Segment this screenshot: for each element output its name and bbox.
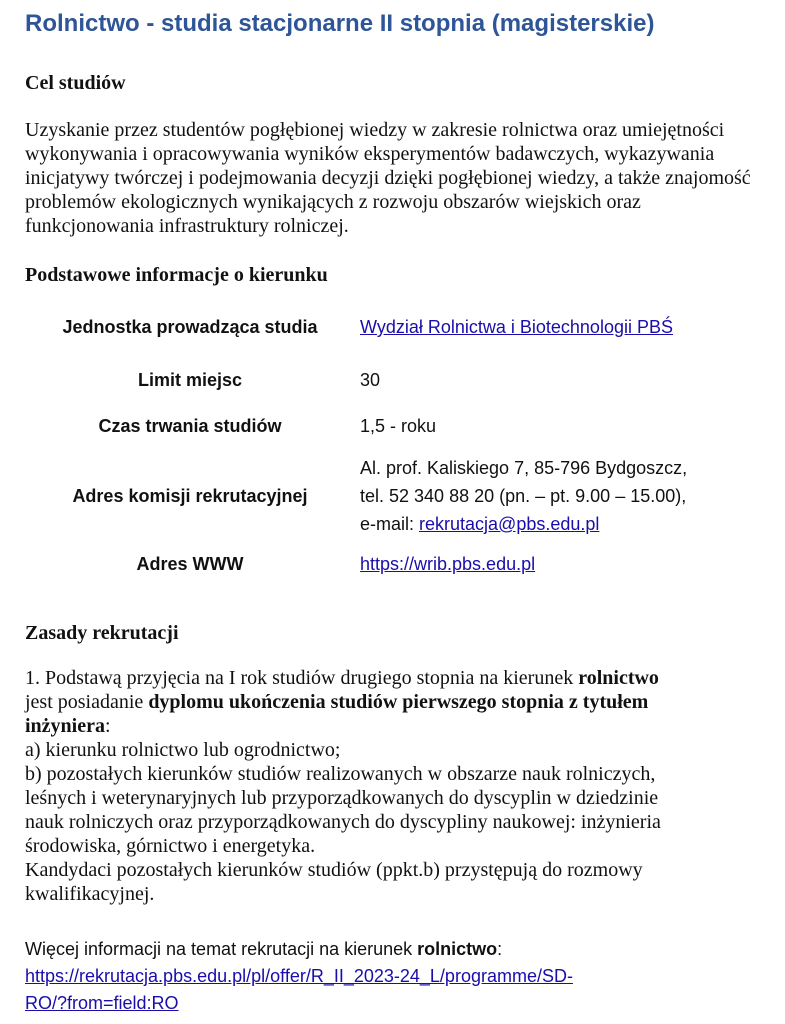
info-row xyxy=(25,312,765,342)
info-value xyxy=(355,366,380,394)
more-info-lead: Więcej informacji na temat rekrutacji na kierunek xyxy=(25,939,418,959)
info-value-line xyxy=(360,454,687,482)
more-info xyxy=(25,936,765,1017)
info-value xyxy=(355,412,436,440)
rules-text-run: środowiska, górnictwo i energetyka. xyxy=(25,835,316,857)
rules-line xyxy=(25,762,755,786)
more-info-bold: rolnictwo xyxy=(417,939,498,959)
rules-text-run: Kandydaci pozostałych kierunków studiów (ppkt.b) przystępują do rozmowy xyxy=(25,859,643,881)
info-value-text: Al. prof. Kaliskiego 7, 85-796 Bydgoszcz, xyxy=(360,458,688,478)
rules-text-run: nauk rolniczych oraz przyporządkowanych do dyscypliny naukowej: inżynieria xyxy=(25,811,661,833)
info-link[interactable]: Wydział Rolnictwa i Biotechnologii PBŚ xyxy=(360,317,673,337)
rules-bold-text: dyplomu ukończenia studiów pierwszego stopnia z tytułem xyxy=(148,691,649,713)
rules-text-run: : xyxy=(105,715,111,737)
info-link[interactable]: rekrutacja@pbs.edu.pl xyxy=(419,514,600,534)
rules-text-run: leśnych i weterynaryjnych lub przyporządkowanych do dyscyplin w dziedzinie xyxy=(25,787,659,809)
info-row xyxy=(25,451,765,541)
rules-line xyxy=(25,858,755,882)
info-value xyxy=(355,550,535,578)
rules-text-run: 1. Podstawą przyjęcia na I rok studiów drugiego stopnia na kierunek xyxy=(25,667,579,689)
rules-text-run: kwalifikacyjnej. xyxy=(25,883,155,905)
info-label: Jednostka prowadząca studia xyxy=(62,316,318,337)
info-value-line xyxy=(360,313,673,341)
info-value-text: e-mail: xyxy=(360,514,420,534)
info-row xyxy=(25,357,765,403)
rules-line xyxy=(25,882,755,906)
info-value-text: tel. 52 340 88 20 (pn. – pt. 9.00 – 15.00), xyxy=(360,486,687,506)
info-value-text: 1,5 - roku xyxy=(360,416,437,436)
rules-text-run: a) kierunku rolnictwo lub ogrodnictwo; xyxy=(25,739,341,761)
rules-line xyxy=(25,666,755,690)
info-value-line xyxy=(360,550,535,578)
rules-line xyxy=(25,690,755,714)
more-info-url-line-2 xyxy=(25,990,765,1017)
rules-text-run: jest posiadanie xyxy=(25,691,149,713)
rules-line xyxy=(25,714,755,738)
rules-line xyxy=(25,810,755,834)
rules-text-run: b) pozostałych kierunków studiów realizowanych w obszarze nauk rolniczych, xyxy=(25,763,656,785)
info-label: Adres komisji rekrutacyjnej xyxy=(72,485,308,506)
rules-line xyxy=(25,834,755,858)
rules-line xyxy=(25,786,755,810)
info-value-line xyxy=(360,412,436,440)
more-info-colon: : xyxy=(497,939,503,959)
more-info-url-line-1 xyxy=(25,963,765,990)
info-row xyxy=(25,541,765,587)
info-value xyxy=(355,313,673,341)
goal-heading: Cel studiów xyxy=(25,72,126,94)
page xyxy=(25,0,765,1013)
info-label: Limit miejsc xyxy=(137,369,243,390)
info-value-line xyxy=(360,510,687,538)
info-link[interactable]: https://wrib.pbs.edu.pl xyxy=(360,554,536,574)
info-value-line xyxy=(360,366,380,394)
recruitment-link[interactable]: https://rekrutacja.pbs.edu.pl/pl/offer/R_II_2023-24_L/programme/SD- xyxy=(25,966,573,986)
rules-line xyxy=(25,738,755,762)
info-value-line xyxy=(360,482,687,510)
info-heading: Podstawowe informacje o kierunku xyxy=(25,264,328,286)
goal-paragraph: Uzyskanie przez studentów pogłębionej wiedzy w zakresie rolnictwa oraz umiejętności wykonywania i opracowywania wyników eksperymentów badawczych, wykazywania inicjatywy twórczej i podejmowania decyzji dzięki pogłębionej wiedzy, a także znajomość problemów ekologicznych wynikających z rozwoju obszarów wiejskich oraz funkcjonowania infrastruktury rolniczej. xyxy=(25,119,751,237)
page-title: Rolnictwo - studia stacjonarne II stopnia (magisterskie) xyxy=(25,10,655,37)
rules-text xyxy=(25,666,755,906)
info-table xyxy=(25,312,765,587)
recruitment-link-continued[interactable]: RO/?from=field:RO xyxy=(25,993,179,1013)
rules-heading: Zasady rekrutacji xyxy=(25,622,179,644)
info-label: Adres WWW xyxy=(136,553,244,574)
info-value-text: 30 xyxy=(360,370,381,390)
more-info-line xyxy=(25,936,765,963)
rules-bold-text: inżyniera xyxy=(25,715,105,737)
info-label: Czas trwania studiów xyxy=(98,415,282,436)
info-row xyxy=(25,403,765,449)
rules-bold-text: rolnictwo xyxy=(578,667,659,689)
info-value xyxy=(355,454,687,538)
